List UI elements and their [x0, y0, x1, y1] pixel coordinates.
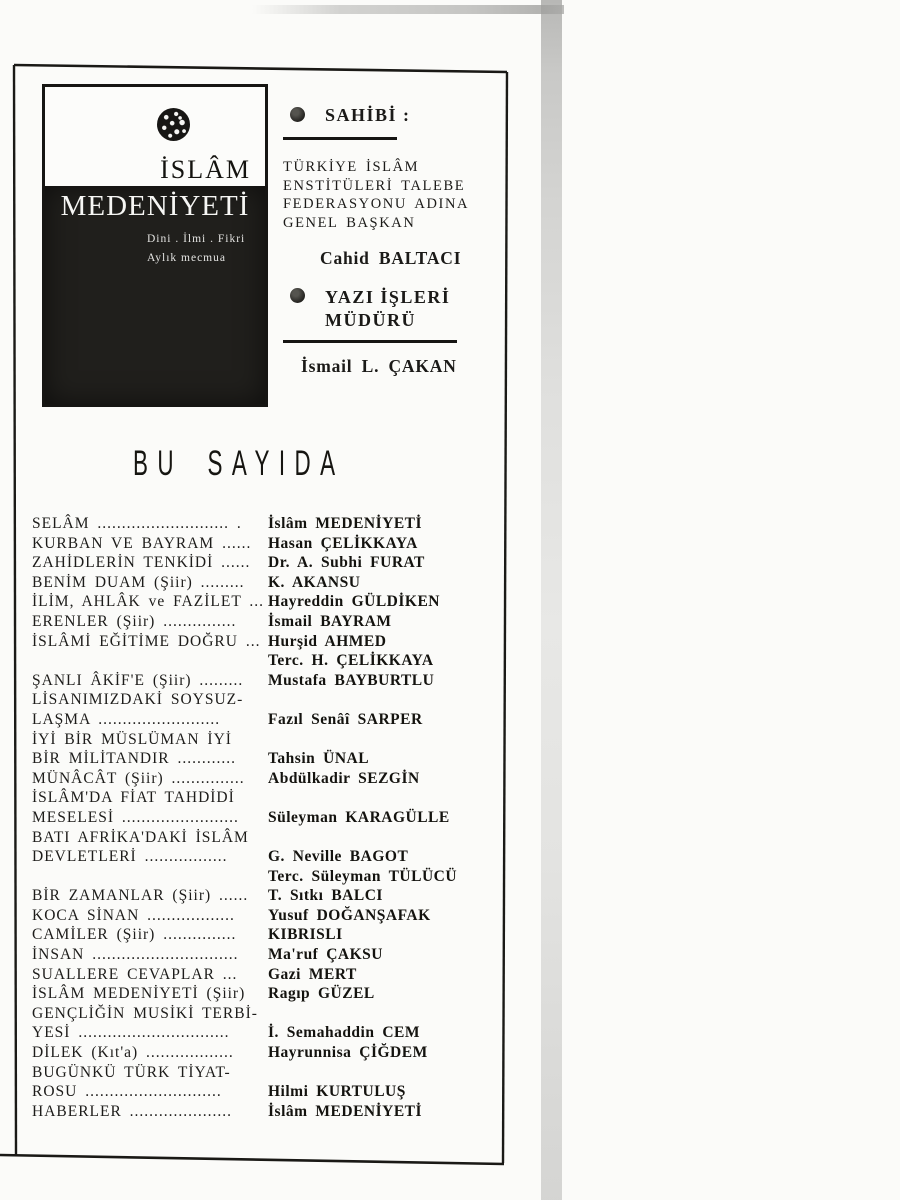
toc-row [32, 788, 474, 808]
toc-author: Hilmi KURTULUŞ [268, 1083, 406, 1101]
org-line-1: TÜRKİYE İSLÂM [283, 159, 420, 175]
editor-label-line2: MÜDÜRÜ [325, 310, 416, 330]
org-line-3: FEDERASYONU ADINA [283, 196, 470, 213]
toc-title: ZAHİDLERİN TENKİDİ ...... [32, 554, 251, 572]
toc-author: KIBRISLI [268, 926, 343, 944]
bullet-icon [290, 107, 305, 122]
magazine-logo-roundel-icon [157, 108, 190, 141]
toc-row [32, 1023, 474, 1043]
toc-author: Süleyman KARAGÜLLE [268, 808, 450, 826]
toc-title: İSLÂM'DA FİAT TAHDİDİ [32, 789, 235, 807]
toc-author: Terc. Süleyman TÜLÜCÜ [268, 867, 458, 885]
toc-row [32, 534, 474, 554]
toc-author: Ma'ruf ÇAKSU [268, 946, 383, 964]
org-line-4: GENEL BAŞKAN [283, 214, 416, 231]
toc-title: İNSAN .............................. [32, 946, 239, 964]
toc-title: MÜNÂCÂT (Şiir) ............... [32, 769, 245, 787]
toc-author: Tahsin ÜNAL [268, 750, 370, 768]
editor-underline-rule [283, 340, 457, 343]
magazine-cover [42, 84, 268, 407]
toc-title: İYİ BİR MÜSLÜMAN İYİ [32, 730, 232, 748]
toc-title: KOCA SİNAN .................. [32, 906, 235, 924]
cover-body-area [45, 186, 265, 404]
toc-title: DİLEK (Kıt'a) .................. [32, 1044, 234, 1062]
bullet-icon [290, 288, 305, 303]
section-heading: BU SAYIDA [133, 444, 345, 483]
toc-row [32, 1043, 474, 1063]
toc-title: İSLÂMİ EĞİTİME DOĞRU ... [32, 632, 261, 650]
toc-author: Gazi MERT [268, 965, 357, 983]
toc-author: İslâm MEDENİYETİ [268, 515, 423, 532]
toc-row [32, 1082, 474, 1102]
toc-title: ŞANLI ÂKİF'E (Şiir) ......... [32, 671, 244, 689]
toc-row [32, 1063, 474, 1083]
org-line-2: ENSTİTÜLERİ TALEBE [283, 177, 466, 194]
toc-list [32, 514, 474, 1121]
toc-row [32, 690, 474, 710]
editor-label-row [283, 286, 450, 332]
toc-row [32, 749, 474, 769]
cover-title-line2: MEDENİYETİ [60, 190, 250, 222]
toc-title: BUGÜNKÜ TÜRK TİYAT- [32, 1063, 231, 1081]
toc-title: BENİM DUAM (Şiir) ......... [32, 573, 245, 591]
toc-author: Hayrunnisa ÇİĞDEM [268, 1044, 428, 1062]
toc-title: KURBAN VE BAYRAM ...... [32, 534, 252, 552]
toc-row [32, 847, 474, 867]
toc-author: İslâm MEDENİYETİ [268, 1102, 423, 1120]
owner-underline-rule [283, 137, 397, 140]
owner-label-row [283, 105, 411, 126]
toc-row [32, 867, 474, 887]
toc-title: SELÂM ........................... . [32, 515, 242, 532]
toc-author: Hurşid AHMED [268, 632, 387, 650]
editor-name: İsmail L. ÇAKAN [301, 356, 457, 376]
toc-author: Ragıp GÜZEL [268, 985, 375, 1003]
toc-author: Mustafa BAYBURTLU [268, 671, 435, 689]
toc-row [32, 553, 474, 573]
toc-author: Terc. H. ÇELİKKAYA [268, 652, 434, 670]
toc-row [32, 592, 474, 612]
toc-author: İsmail BAYRAM [268, 612, 392, 630]
editor-label [325, 286, 450, 332]
toc-author: Abdülkadir SEZGİN [268, 769, 420, 787]
toc-author: Yusuf DOĞANŞAFAK [268, 906, 431, 924]
toc-row [32, 945, 474, 965]
toc-row [32, 514, 474, 534]
toc-row [32, 925, 474, 945]
owner-organization [283, 158, 469, 232]
toc-title: ROSU ............................ [32, 1083, 222, 1101]
toc-title: BİR ZAMANLAR (Şiir) ...... [32, 887, 249, 905]
toc-row [32, 1004, 474, 1024]
toc-title: MESELESİ ........................ [32, 808, 239, 826]
toc-row [32, 612, 474, 632]
toc-row [32, 906, 474, 926]
owner-name: Cahid BALTACI [320, 248, 462, 268]
toc-title: İSLÂM MEDENİYETİ (Şiir) [32, 985, 246, 1003]
toc-title: SUALLERE CEVAPLAR ... [32, 965, 238, 983]
toc-author: Fazıl Senâî SARPER [268, 710, 423, 728]
toc-author: T. Sıtkı BALCI [268, 887, 383, 905]
toc-title: GENÇLİĞİN MUSİKİ TERBİ- [32, 1004, 258, 1022]
toc-row [32, 886, 474, 906]
toc-title: BİR MİLİTANDIR ............ [32, 750, 236, 768]
toc-title: BATI AFRİKA'DAKİ İSLÂM [32, 828, 249, 846]
cover-subtitle [147, 230, 265, 268]
cover-subtitle-line2: Aylık mecmua [147, 252, 226, 264]
toc-author: Hasan ÇELİKKAYA [268, 534, 418, 552]
toc-title: CAMİLER (Şiir) ............... [32, 926, 237, 944]
toc-title: LİSANIMIZDAKİ SOYSUZ- [32, 691, 244, 709]
toc-author: Dr. A. Subhi FURAT [268, 554, 425, 572]
toc-title: YESİ ............................... [32, 1024, 230, 1042]
owner-label: SAHİBİ : [325, 105, 411, 125]
toc-row [32, 651, 474, 671]
toc-row [32, 671, 474, 691]
toc-author: Hayreddin GÜLDİKEN [268, 593, 440, 611]
toc-title: DEVLETLERİ ................. [32, 848, 228, 866]
toc-row [32, 769, 474, 789]
toc-row [32, 828, 474, 848]
toc-row [32, 1102, 474, 1122]
toc-author: İ. Semahaddin CEM [268, 1024, 421, 1042]
toc-title: LAŞMA ......................... [32, 710, 221, 728]
cover-subtitle-line1: Dini . İlmi . Fikri [147, 233, 246, 245]
cover-header-area [45, 87, 265, 186]
toc-row [32, 808, 474, 828]
toc-row [32, 632, 474, 652]
cover-title-line1: İSLÂM [160, 155, 251, 184]
toc-row [32, 730, 474, 750]
toc-row [32, 984, 474, 1004]
toc-title: ERENLER (Şiir) ............... [32, 612, 237, 630]
toc-row [32, 573, 474, 593]
toc-title: HABERLER ..................... [32, 1102, 233, 1120]
toc-author: G. Neville BAGOT [268, 848, 409, 866]
toc-row [32, 710, 474, 730]
toc-row [32, 965, 474, 985]
editor-label-line1: YAZI İŞLERİ [325, 287, 451, 307]
toc-author: K. AKANSU [268, 573, 361, 591]
toc-title: İLİM, AHLÂK ve FAZİLET ... [32, 593, 265, 611]
